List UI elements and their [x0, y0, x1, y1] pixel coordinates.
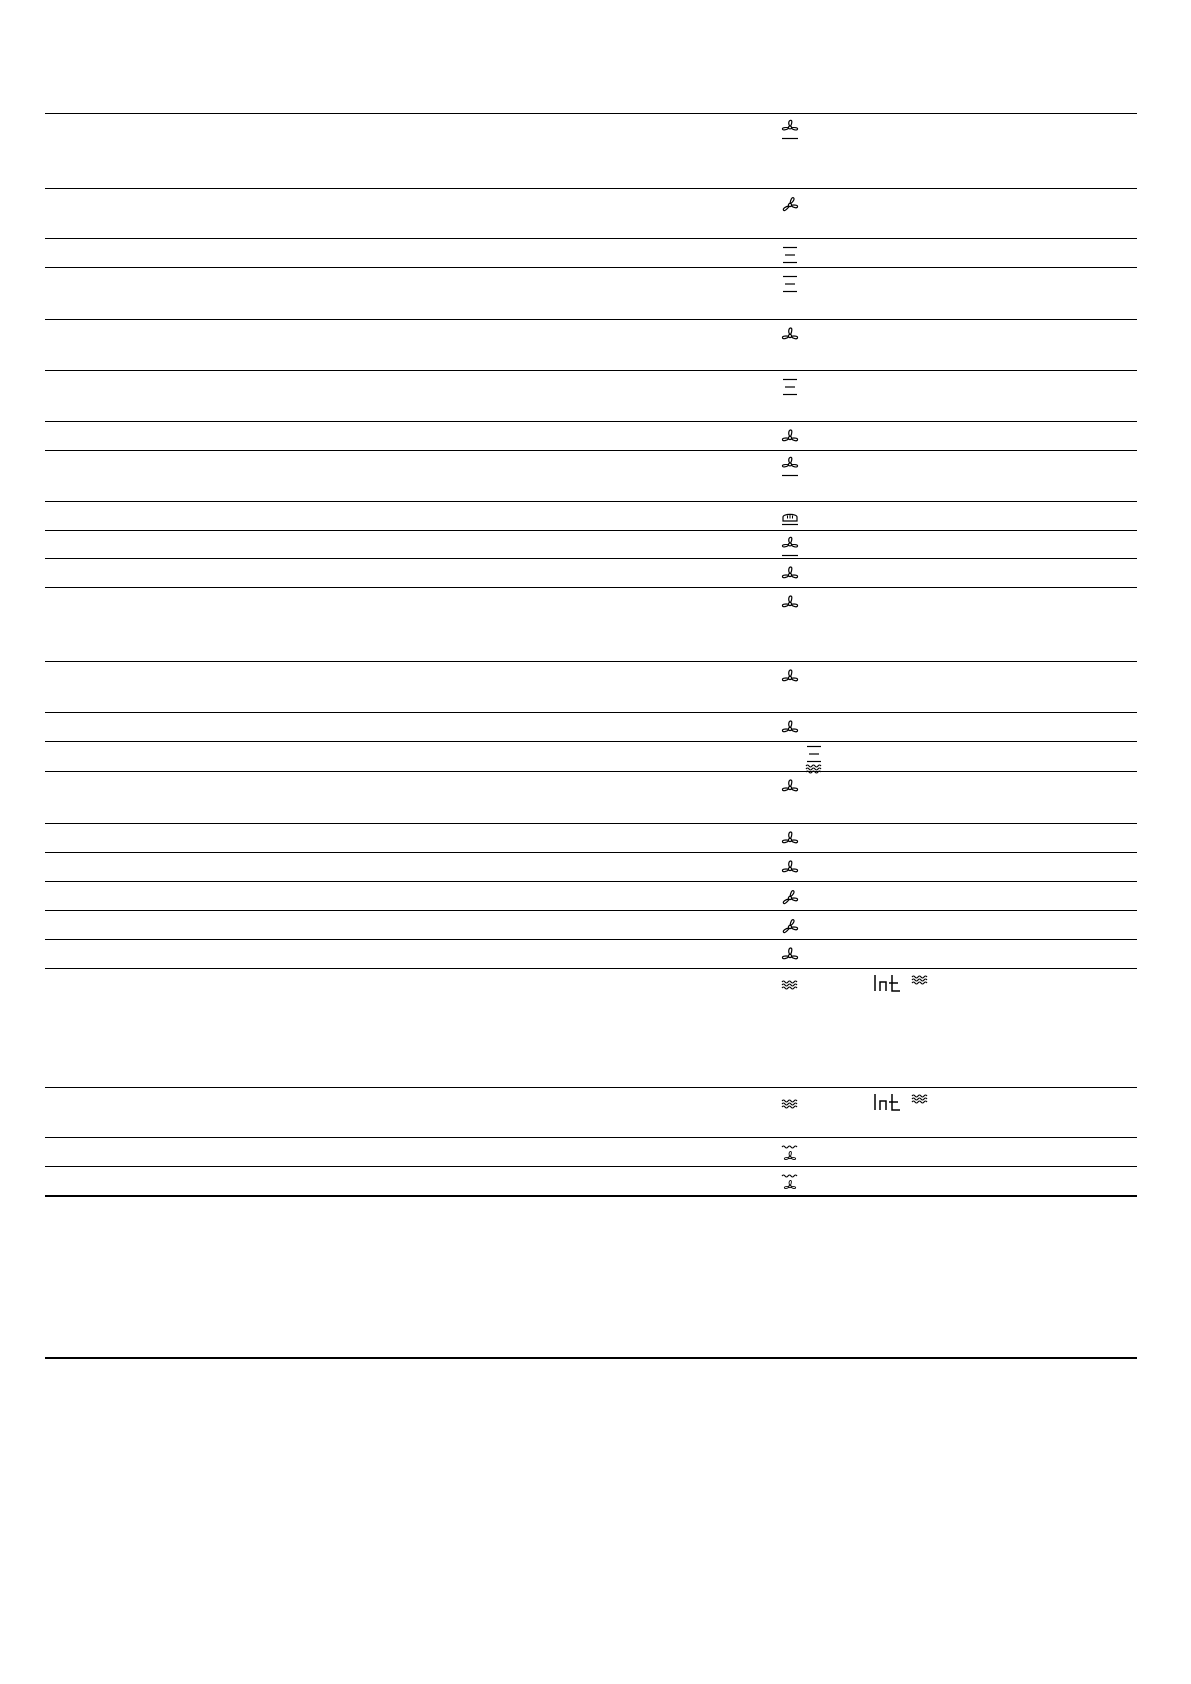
table-row — [45, 852, 1137, 881]
bread-baking-icon — [780, 508, 800, 528]
grill-setting-int — [873, 1092, 903, 1117]
hot-air-icon — [780, 946, 800, 966]
table-row — [45, 188, 1137, 238]
hot-air-bottom-heat-icon — [780, 120, 800, 140]
top-bottom-heating-icon — [780, 245, 800, 265]
hot-air-eco-icon — [780, 917, 800, 937]
table-row — [45, 881, 1137, 910]
hot-air-bottom-heat-icon — [780, 537, 800, 557]
full-surface-grill-icon-setting — [910, 1089, 930, 1109]
hot-air-icon — [780, 565, 800, 585]
table-row — [45, 910, 1137, 939]
table-row — [45, 587, 1137, 661]
hot-air-icon — [780, 594, 800, 614]
hot-air-icon — [780, 778, 800, 798]
table-row — [45, 712, 1137, 741]
full-surface-grill-icon-setting — [910, 970, 930, 990]
hot-air-bottom-heat-icon — [780, 457, 800, 477]
table-row — [45, 421, 1137, 450]
table-row — [45, 530, 1137, 558]
table-row — [45, 370, 1137, 421]
notes-bottom-rule — [45, 1357, 1137, 1359]
hot-air-eco-icon — [780, 888, 800, 908]
table-row — [45, 823, 1137, 852]
full-surface-grill-icon — [780, 1094, 800, 1114]
circo-roasting-icon — [780, 1173, 800, 1193]
table-row — [45, 450, 1137, 501]
table-row — [45, 771, 1137, 823]
top-bottom-heating-icon — [780, 274, 800, 294]
full-surface-grill-icon — [780, 975, 800, 995]
circo-roasting-icon — [780, 1144, 800, 1164]
row-divider — [45, 1195, 1137, 1197]
grill-setting-int — [873, 973, 903, 998]
hot-air-icon — [780, 668, 800, 688]
hot-air-eco-icon — [780, 195, 800, 215]
hot-air-icon — [780, 326, 800, 346]
table-row — [45, 113, 1137, 188]
table-row — [45, 968, 1137, 1087]
table-row — [45, 267, 1137, 319]
table-row — [45, 1166, 1137, 1195]
table-row — [45, 558, 1137, 587]
top-bottom-heating-icon — [780, 377, 800, 397]
table-row — [45, 319, 1137, 370]
table-row — [45, 741, 1137, 771]
hot-air-icon — [780, 719, 800, 739]
table-row — [45, 939, 1137, 968]
hot-air-icon — [780, 428, 800, 448]
hot-air-icon — [780, 830, 800, 850]
table-row — [45, 1087, 1137, 1137]
table-row — [45, 661, 1137, 712]
hot-air-icon — [780, 859, 800, 879]
table-row — [45, 501, 1137, 530]
table-row — [45, 1137, 1137, 1166]
table-row — [45, 238, 1137, 267]
